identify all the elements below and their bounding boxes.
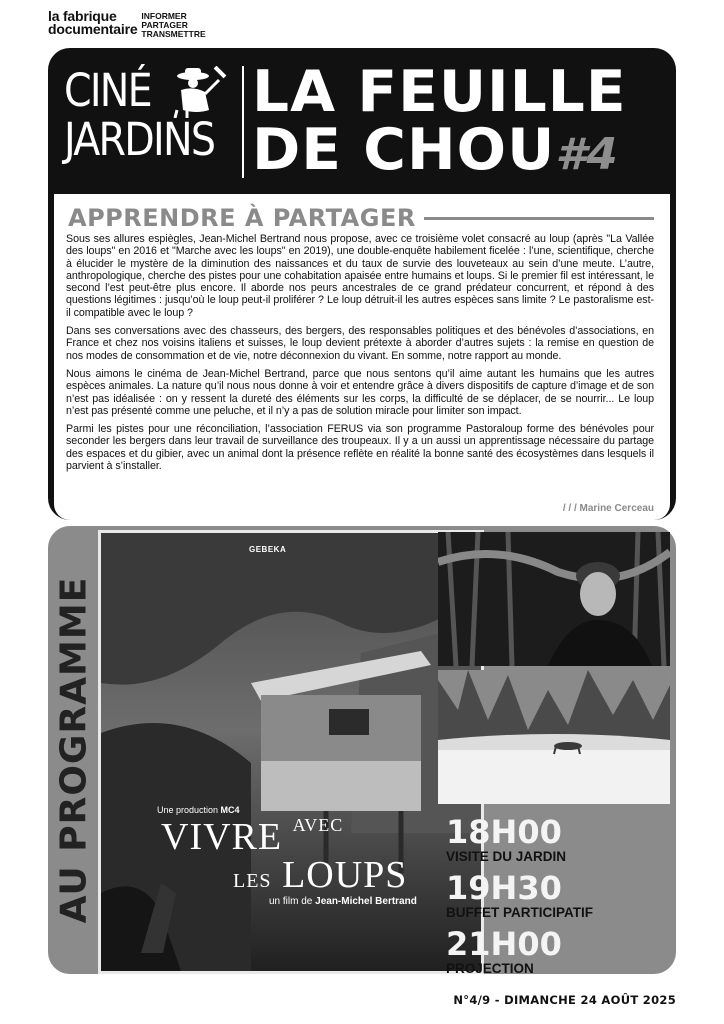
masthead: [54, 54, 670, 188]
credit-name: Jean-Michel Bertrand: [315, 896, 417, 907]
article-signature: / / / Marine Cerceau: [562, 503, 654, 514]
production-prefix: Une production: [157, 805, 221, 815]
article-paragraph: Dans ses conversations avec des chasseurs, des bergers, des responsables politiques et des bénévoles d’associations, en France et chez nos voisins italiens et suisses, le loup devient prétexte à aborder d’autres sujets : la remise en question de nos modes de consommation et de vie, notre déconnexion du vivant. En somme, notre rapport au monde.: [66, 325, 654, 362]
production-line: [157, 805, 240, 815]
logo-line2: JARDINS: [64, 113, 215, 166]
credit-prefix: un film de: [269, 896, 316, 907]
schedule-time: 18H00: [446, 813, 562, 851]
gardener-icon: [169, 66, 229, 118]
photo-filmmaker: [438, 532, 670, 666]
article-paragraph: Parmi les pistes pour une réconciliation, l’association FERUS via son programme Pastoraloup forme des bénévoles pour seconder les bergers dans leur travail de surveillance des troupeaux. Il y a un aussi un apprentissage nécessaire du partage des espaces et du gibier, avec un animal dont la présence reflète en réalité la bonne santé des écosystèmes dans lesquels il parvient à s’installer.: [66, 423, 654, 473]
org-name: [48, 10, 137, 36]
schedule-event: BUFFET PARTICIPATIF: [446, 905, 593, 920]
org-tagline: [141, 12, 205, 39]
issue-number: #4: [555, 129, 618, 180]
headline-rule: [424, 217, 654, 220]
distributor-logo: GEBEKA: [249, 545, 287, 554]
programme-label: [52, 526, 96, 974]
production-name: MC4: [220, 805, 240, 815]
title-text: DE CHOU: [252, 117, 556, 183]
poster-title-line2: [233, 853, 407, 897]
schedule-time: 21H00: [446, 925, 562, 963]
headline-row: [68, 206, 654, 230]
title-line2: [252, 117, 618, 185]
logo-line1: CINÉ: [64, 64, 151, 117]
org-word: INFORMER: [141, 11, 187, 21]
poster-title-word: VIVRE: [161, 816, 283, 858]
article-paragraph: Nous aimons le cinéma de Jean-Michel Bertrand, parce que nous sentons qu’il aime autant les humains que les autres espèces animales. La nature qu’il nous nous donne à voir et entendre grâce à divers dispositifs de capture d’image et de son n’est pas idéalisée : on y ressent la dureté des éléments sur les corps, la difficulté de se déplacer, de se nourrir... Le loup n’est pas présenté comme une peluche, et il n’y a pas de solution miracle pour limiter son impact.: [66, 367, 654, 417]
schedule-event: PROJECTION: [446, 961, 534, 976]
article-paragraph: Sous ses allures espiègles, Jean-Michel Bertrand nous propose, avec ce troisième volet consacré au loup (après "La Vallée des loups" en 2016 et "Marche avec les loups" en 2019), une double-enquête habilement ficelée : l’une, scientifique, cherche à élucider le mystère de la diminution des naissances et du taux de survie des louveteaux au sein d’une meute. L’autre, anthropologique, cherche des pistes pour une cohabitation apaisée entre humains et loups. Si le premier fil est intéressant, le second l’est peut-être plus encore. Il aborde nos peurs ancestrales de ce grand prédateur concurrent, et répond à des questions légitimes : jusqu’où le loup peut-il proliférer ? Le loup détruit-il les autres espèces sans limite ? Le pastoralisme est-il compatible avec le loup ?: [66, 233, 654, 319]
issue-footer: N°4/9 - DIMANCHE 24 AOÛT 2025: [453, 993, 676, 1007]
org-name-line2: documentaire: [48, 21, 138, 37]
org-word: TRANSMETTRE: [141, 29, 206, 39]
title-line1: LA FEUILLE: [252, 59, 627, 125]
poster-credit: [269, 896, 417, 907]
film-poster: [98, 530, 484, 974]
org-word: PARTAGER: [141, 20, 188, 30]
article: [54, 194, 670, 520]
programme-section: [48, 526, 676, 974]
schedule-time: 19H30: [446, 869, 562, 907]
org-label: [48, 10, 206, 39]
masthead-divider: [242, 66, 244, 178]
poster-title-word: AVEC: [292, 815, 344, 835]
schedule: [446, 813, 672, 984]
poster-title-word: LES: [233, 870, 272, 892]
org-name-line1: la fabrique: [48, 8, 117, 24]
schedule-event: VISITE DU JARDIN: [446, 849, 567, 864]
article-headline: APPRENDRE À PARTAGER: [68, 204, 416, 232]
poster-title-word: LOUPS: [282, 854, 408, 896]
programme-label-text: AU PROGRAMME: [53, 576, 95, 924]
photo-wolf-snow: [438, 670, 670, 804]
newsletter-card: [48, 48, 676, 520]
